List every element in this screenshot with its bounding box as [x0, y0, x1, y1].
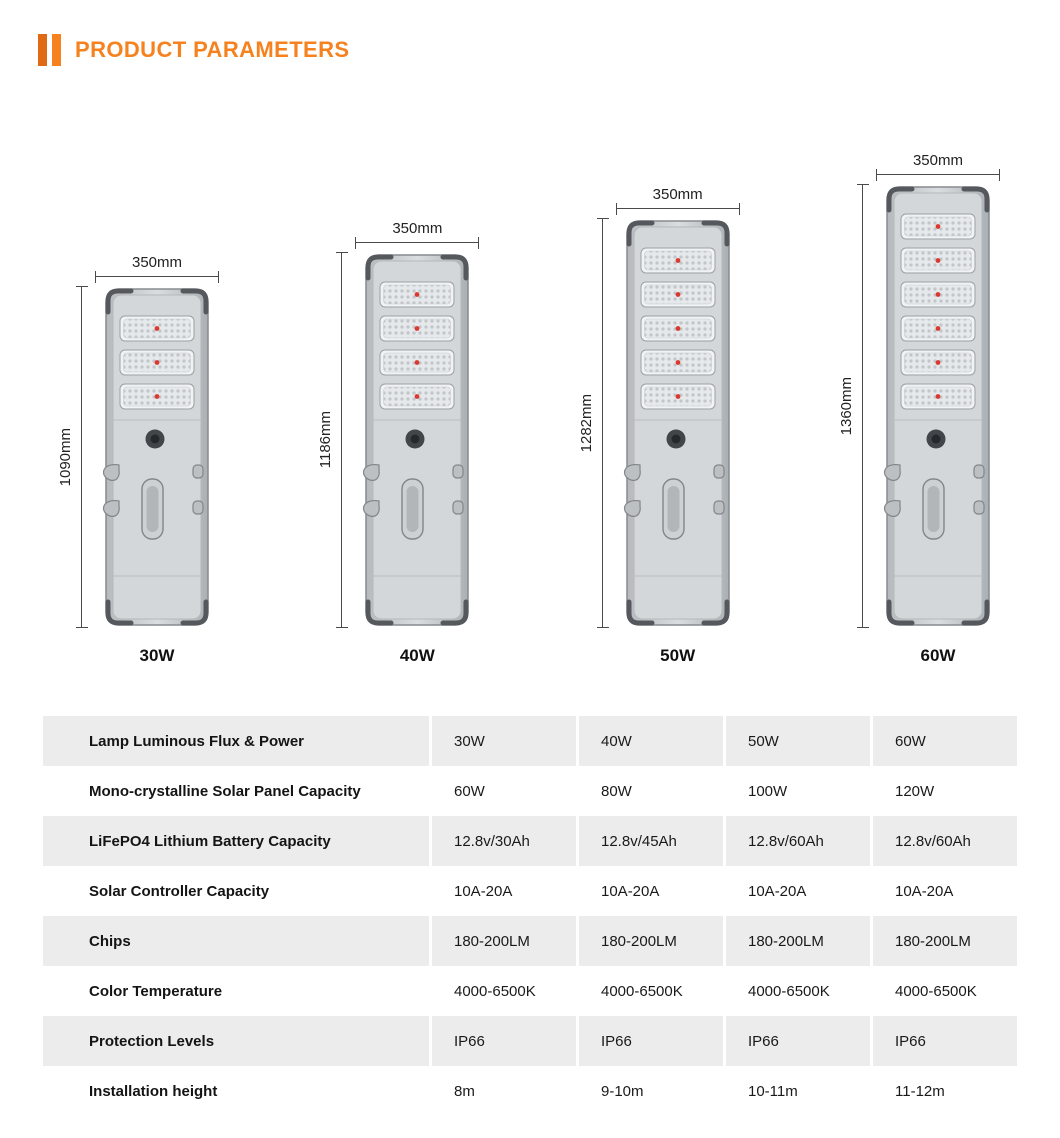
height-dimension-label: 1090mm: [57, 427, 74, 487]
solar-street-light-illustration: [357, 252, 477, 628]
spec-value: 40W: [579, 716, 723, 766]
spec-value: 180-200LM: [873, 916, 1017, 966]
width-dimension-line: [95, 276, 219, 277]
width-dimension-line: [876, 174, 1000, 175]
product-wattage-label: 50W: [660, 646, 696, 665]
spec-value: 60W: [873, 716, 1017, 766]
solar-street-light-illustration: [97, 286, 217, 628]
spec-value: 4000-6500K: [726, 966, 870, 1016]
spec-row: [43, 1066, 1017, 1116]
spec-value: 80W: [579, 766, 723, 816]
spec-value: 12.8v/45Ah: [579, 816, 723, 866]
width-dimension-line: [355, 242, 479, 243]
spec-value: 11-12m: [873, 1066, 1017, 1116]
spec-label: Installation height: [43, 1066, 429, 1116]
spec-label: LiFePO4 Lithium Battery Capacity: [43, 816, 429, 866]
spec-row: [43, 866, 1017, 916]
product-figure-60w: [837, 152, 1000, 666]
spec-value: 30W: [432, 716, 576, 766]
spec-label: Solar Controller Capacity: [43, 866, 429, 916]
spec-row: [43, 966, 1017, 1016]
spec-value: 180-200LM: [579, 916, 723, 966]
width-dimension-label: 350mm: [912, 152, 963, 169]
height-dimension-line: [81, 286, 82, 628]
height-dimension-line: [341, 252, 342, 628]
height-dimension: [838, 184, 863, 628]
height-dimension-line: [602, 218, 603, 628]
width-dimension-label: 350mm: [131, 254, 183, 271]
product-figure-40w: [317, 220, 479, 666]
spec-value: 120W: [873, 766, 1017, 816]
spec-value: 12.8v/60Ah: [726, 816, 870, 866]
spec-value: 4000-6500K: [579, 966, 723, 1016]
spec-value: 10A-20A: [873, 866, 1017, 916]
solar-street-light-illustration: [878, 184, 998, 628]
spec-value: 50W: [726, 716, 870, 766]
spec-value: 4000-6500K: [873, 966, 1017, 1016]
height-dimension-label: 1186mm: [317, 411, 335, 469]
section-header: [0, 0, 1060, 66]
spec-label: Protection Levels: [43, 1016, 429, 1066]
lamp-wrap: [317, 252, 477, 628]
spec-value: 180-200LM: [432, 916, 576, 966]
width-dimension-line: [616, 208, 740, 209]
spec-row: [43, 1016, 1017, 1066]
spec-label: Chips: [43, 916, 429, 966]
spec-row: [43, 816, 1017, 866]
height-dimension-label: 1360mm: [837, 376, 855, 436]
spec-value: 10A-20A: [726, 866, 870, 916]
spec-value: 12.8v/60Ah: [873, 816, 1017, 866]
spec-value: 4000-6500K: [432, 966, 576, 1016]
spec-table: [43, 716, 1017, 1116]
height-dimension: [317, 252, 342, 628]
spec-label: Mono-crystalline Solar Panel Capacity: [43, 766, 429, 816]
lamp-wrap: [577, 218, 738, 628]
section-title: PRODUCT PARAMETERS: [75, 37, 350, 62]
spec-value: 180-200LM: [726, 916, 870, 966]
spec-value: IP66: [726, 1016, 870, 1066]
height-dimension: [578, 218, 603, 628]
spec-label: Lamp Luminous Flux & Power: [43, 716, 429, 766]
orange-bars-icon: [38, 34, 61, 66]
lamp-wrap: [837, 184, 998, 628]
spec-value: 12.8v/30Ah: [432, 816, 576, 866]
spec-value: 9-10m: [579, 1066, 723, 1116]
width-dimension-label: 350mm: [392, 220, 443, 237]
spec-value: IP66: [873, 1016, 1017, 1066]
spec-value: 60W: [432, 766, 576, 816]
product-wattage-label: 30W: [139, 646, 175, 665]
product-figures-row: [0, 152, 1060, 666]
spec-value: 100W: [726, 766, 870, 816]
spec-value: IP66: [432, 1016, 576, 1066]
lamp-wrap: [57, 286, 217, 628]
spec-label: Color Temperature: [43, 966, 429, 1016]
product-wattage-label: 40W: [399, 646, 435, 665]
spec-value: 10A-20A: [579, 866, 723, 916]
height-dimension-line: [862, 184, 863, 628]
width-dimension-label: 350mm: [652, 186, 703, 203]
spec-row: [43, 716, 1017, 766]
height-dimension-label: 1282mm: [577, 393, 595, 453]
product-figure-30w: [57, 254, 219, 666]
solar-street-light-illustration: [618, 218, 738, 628]
spec-value: 10A-20A: [432, 866, 576, 916]
product-wattage-label: 60W: [920, 646, 956, 665]
spec-value: IP66: [579, 1016, 723, 1066]
spec-row: [43, 766, 1017, 816]
height-dimension: [57, 286, 82, 628]
product-figure-50w: [577, 186, 740, 666]
spec-value: 8m: [432, 1066, 576, 1116]
spec-value: 10-11m: [726, 1066, 870, 1116]
spec-row: [43, 916, 1017, 966]
